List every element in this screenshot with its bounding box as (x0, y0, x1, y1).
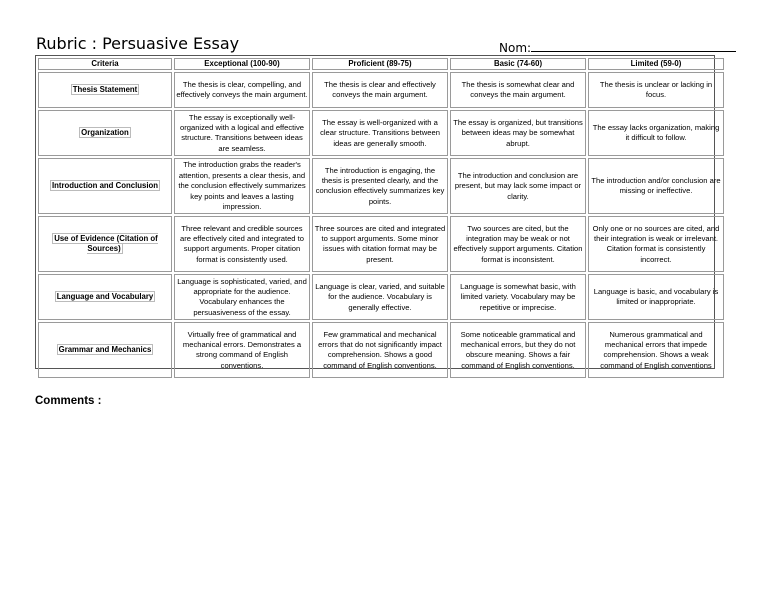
rubric-cell: Language is clear, varied, and suitable for the audience. Vocabulary is generally effective. (312, 274, 448, 320)
rubric-cell: Only one or no sources are cited, and their integration is weak or irrelevant. Citation format is consistently incorrect. (588, 216, 724, 272)
criterion-label: Grammar and Mechanics (58, 345, 152, 355)
name-field (499, 40, 736, 55)
criterion-cell (38, 274, 172, 320)
table-row (38, 274, 724, 320)
criterion-cell (38, 158, 172, 214)
rubric-cell: Some noticeable grammatical and mechanical errors, but they do not obscure meaning. Shows a fair command of English conventions. (450, 322, 586, 378)
rubric-cell: Language is basic, and vocabulary is limited or inappropriate. (588, 274, 724, 320)
rubric-cell: Two sources are cited, but the integration may be weak or not effectively support arguments. Citation format is inconsistent. (450, 216, 586, 272)
table-row (38, 110, 724, 156)
rubric-cell: The thesis is somewhat clear and conveys the main argument. (450, 72, 586, 108)
criterion-label: Organization (81, 128, 129, 138)
rubric-table (36, 56, 726, 380)
rubric-cell: Numerous grammatical and mechanical errors that impede comprehension. Shows a weak command of English conventions (588, 322, 724, 378)
rubric-cell: Few grammatical and mechanical errors that do not significantly impact comprehension. Shows a good command of English conventions. (312, 322, 448, 378)
rubric-cell: Three sources are cited and integrated to support arguments. Some minor issues with citation format may be present. (312, 216, 448, 272)
rubric-cell: The essay lacks organization, making it difficult to follow. (588, 110, 724, 156)
rubric-cell: Virtually free of grammatical and mechanical errors. Demonstrates a strong command of English conventions. (174, 322, 310, 378)
rubric-cell: The essay is exceptionally well-organized with a logical and effective structure. Transitions between ideas are seamless. (174, 110, 310, 156)
document-title: Rubric : Persuasive Essay (36, 34, 240, 53)
criterion-label: Use of Evidence (Citation of Sources) (54, 234, 158, 254)
rubric-cell: The thesis is clear, compelling, and effectively conveys the main argument. (174, 72, 310, 108)
rubric-cell: The essay is well-organized with a clear structure. Transitions between ideas are generally smooth. (312, 110, 448, 156)
rubric-cell: The thesis is clear and effectively conveys the main argument. (312, 72, 448, 108)
comments-label: Comments : (35, 395, 102, 407)
rubric-cell: The introduction grabs the reader's attention, presents a clear thesis, and the conclusion effectively summarizes key points and leaves a lasting impression. (174, 158, 310, 214)
criterion-label: Language and Vocabulary (56, 292, 154, 302)
rubric-cell: The essay is organized, but transitions between ideas may be somewhat abrupt. (450, 110, 586, 156)
criterion-cell (38, 72, 172, 108)
table-row (38, 72, 724, 108)
table-row (38, 322, 724, 378)
table-row (38, 216, 724, 272)
name-blank-line (531, 40, 736, 52)
header-basic: Basic (74-60) (450, 58, 586, 70)
criterion-cell (38, 322, 172, 378)
rubric-cell: Language is sophisticated, varied, and appropriate for the audience. Vocabulary enhances the persuasiveness of the essay. (174, 274, 310, 320)
rubric-cell: The introduction and/or conclusion are missing or ineffective. (588, 158, 724, 214)
rubric-cell: Language is somewhat basic, with limited variety. Vocabulary may be repetitive or imprecise. (450, 274, 586, 320)
header-limited: Limited (59-0) (588, 58, 724, 70)
header-criteria: Criteria (38, 58, 172, 70)
header-row (38, 58, 724, 70)
criterion-label: Introduction and Conclusion (51, 181, 159, 191)
criterion-cell (38, 110, 172, 156)
rubric-cell: The introduction is engaging, the thesis is presented clearly, and the conclusion effectively summarizes key points. (312, 158, 448, 214)
name-label: Nom: (499, 41, 532, 55)
header-proficient: Proficient (89-75) (312, 58, 448, 70)
rubric-cell: The introduction and conclusion are present, but may lack some impact or clarity. (450, 158, 586, 214)
criterion-label: Thesis Statement (72, 85, 138, 95)
table-row (38, 158, 724, 214)
rubric-cell: The thesis is unclear or lacking in focus. (588, 72, 724, 108)
criterion-cell (38, 216, 172, 272)
rubric-table-frame (35, 55, 721, 370)
rubric-cell: Three relevant and credible sources are effectively cited and integrated to support arguments. Proper citation format is consistently used. (174, 216, 310, 272)
header-exceptional: Exceptional (100-90) (174, 58, 310, 70)
